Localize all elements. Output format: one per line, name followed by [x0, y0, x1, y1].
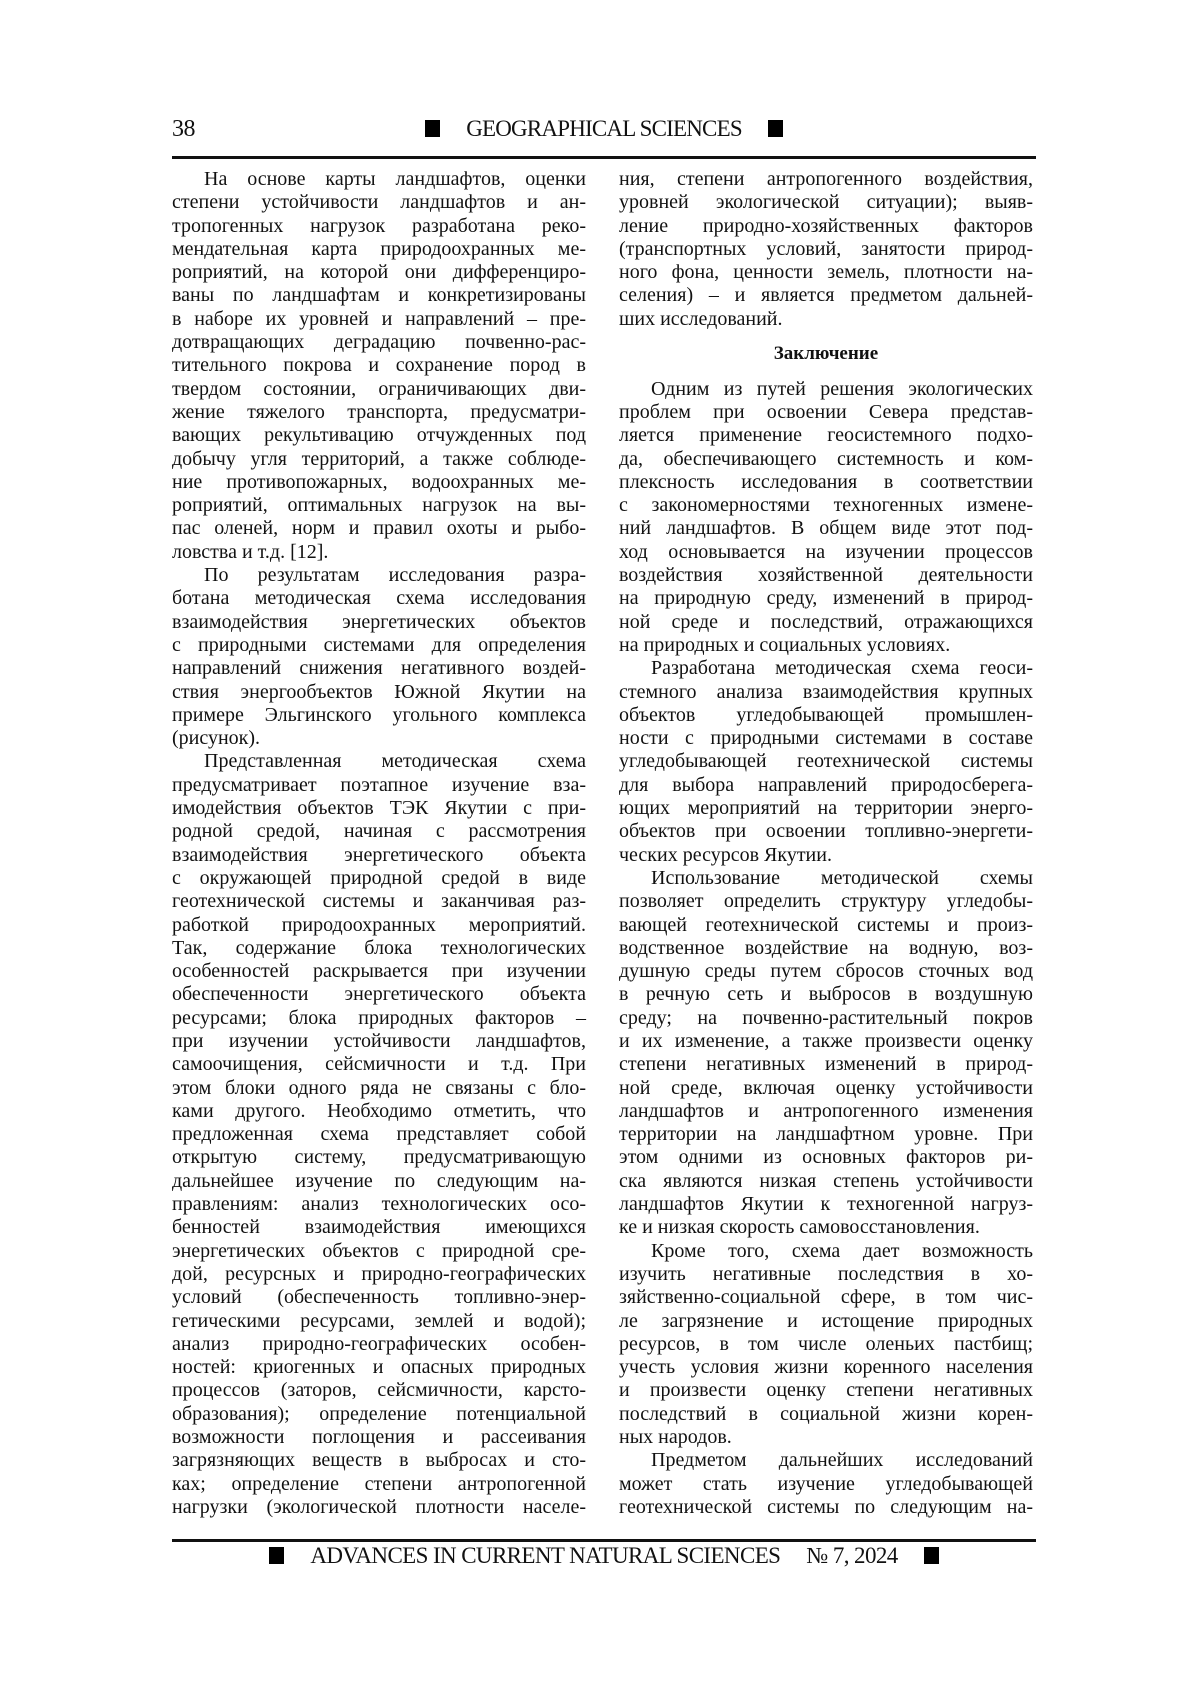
- text-line: ками другого. Необходимо отметить, что: [172, 1100, 586, 1123]
- text-line: объектов при освоении топливно-энергети-: [619, 820, 1033, 843]
- text-line: душную среды путем сбросов сточных вод: [619, 960, 1033, 983]
- text-line: дальнейшее изучение по следующим на-: [172, 1170, 586, 1193]
- text-line: Так, содержание блока технологических: [172, 937, 586, 960]
- text-line: энергетических объектов с природной сре-: [172, 1240, 586, 1263]
- text-line: уровней экологической ситуации); выяв-: [619, 191, 1033, 214]
- paragraph: [172, 564, 586, 750]
- text-line: Представленная методическая схема: [172, 750, 586, 773]
- paragraph: [619, 867, 1033, 1240]
- page-number: 38: [172, 116, 195, 143]
- text-line: геотехнической системы по следующим на-: [619, 1496, 1033, 1519]
- text-line: твердом состоянии, ограничивающих дви-: [172, 378, 586, 401]
- text-line: жение тяжелого транспорта, предусматри-: [172, 401, 586, 424]
- text-line: ности с природными системами в составе: [619, 727, 1033, 750]
- text-line: с окружающей природной средой в виде: [172, 867, 586, 890]
- text-line: открытую систему, предусматривающую: [172, 1146, 586, 1169]
- text-line: в речную сеть и выбросов в воздушную: [619, 983, 1033, 1006]
- text-line: на природных и социальных условиях.: [619, 634, 1033, 657]
- text-line: объектов угледобывающей промышлен-: [619, 704, 1033, 727]
- text-line: изучить негативные последствия в хо-: [619, 1263, 1033, 1286]
- square-bullet-icon: [768, 120, 783, 137]
- text-line: для выбора направлений природосберега-: [619, 774, 1033, 797]
- text-line: учесть условия жизни коренного населения: [619, 1356, 1033, 1379]
- text-line: ках; определение степени антропогенной: [172, 1473, 586, 1496]
- text-line: с природными системами для определения: [172, 634, 586, 657]
- text-line: ний ландшафтов. В общем виде этот под-: [619, 517, 1033, 540]
- paragraph: [619, 378, 1033, 658]
- text-line: угледобывающей геотехнической системы: [619, 750, 1033, 773]
- text-line: гетическими ресурсами, землей и водой);: [172, 1310, 586, 1333]
- text-line: примере Эльгинского угольного комплекса: [172, 704, 586, 727]
- text-line: и произвести оценку степени негативных: [619, 1379, 1033, 1402]
- paragraph: [619, 657, 1033, 867]
- text-line: ресурсов, в том числе оленьих пастбищ;: [619, 1333, 1033, 1356]
- text-line: Одним из путей решения экологических: [619, 378, 1033, 401]
- text-line: ствия энергообъектов Южной Якутии на: [172, 681, 586, 704]
- text-line: нагрузки (экологической плотности населе-: [172, 1496, 586, 1519]
- text-line: взаимодействия энергетических объектов: [172, 611, 586, 634]
- text-line: тительного покрова и сохранение пород в: [172, 354, 586, 377]
- text-line: с закономерностями техногенных измене-: [619, 494, 1033, 517]
- text-line: и их изменение, а также произвести оценку: [619, 1030, 1033, 1053]
- text-line: степени устойчивости ландшафтов и ан-: [172, 191, 586, 214]
- text-line: пас оленей, норм и правил охоты и рыбо-: [172, 517, 586, 540]
- text-line: позволяет определить структуру угледобы-: [619, 890, 1033, 913]
- text-line: (транспортных условий, занятости природ-: [619, 238, 1033, 261]
- text-line: Предметом дальнейших исследований: [619, 1449, 1033, 1472]
- text-line: ческих ресурсов Якутии.: [619, 844, 1033, 867]
- header-rule: [172, 156, 1036, 159]
- text-line: на природную среду, изменений в природ-: [619, 587, 1033, 610]
- text-line: (рисунок).: [172, 727, 586, 750]
- issue-number: № 7, 2024: [806, 1543, 897, 1568]
- text-line: имодействия объектов ТЭК Якутии с при-: [172, 797, 586, 820]
- text-line: родной средой, начиная с рассмотрения: [172, 820, 586, 843]
- text-line: ного фона, ценности земель, плотности на-: [619, 261, 1033, 284]
- square-bullet-icon: [924, 1547, 939, 1564]
- paragraph: [172, 750, 586, 1519]
- text-line: может стать изучение угледобывающей: [619, 1473, 1033, 1496]
- text-line: вающих рекультивацию отчужденных под: [172, 424, 586, 447]
- section-title: GEOGRAPHICAL SCIENCES: [466, 116, 742, 141]
- text-line: последствий в социальной жизни корен-: [619, 1403, 1033, 1426]
- text-line: этом одними из основных факторов ри-: [619, 1146, 1033, 1169]
- text-line: анализ природно-географических особен-: [172, 1333, 586, 1356]
- text-line: загрязняющих веществ в выбросах и сто-: [172, 1449, 586, 1472]
- journal-title: ADVANCES IN CURRENT NATURAL SCIENCES: [310, 1543, 780, 1568]
- text-line: ляется применение геосистемного подхо-: [619, 424, 1033, 447]
- text-line: степени негативных изменений в природ-: [619, 1053, 1033, 1076]
- text-line: ных народов.: [619, 1426, 1033, 1449]
- text-line: мендательная карта природоохранных ме-: [172, 238, 586, 261]
- text-line: тропогенных нагрузок разработана реко-: [172, 215, 586, 238]
- text-line: возможности поглощения и рассеивания: [172, 1426, 586, 1449]
- text-line: при изучении устойчивости ландшафтов,: [172, 1030, 586, 1053]
- text-line: ние противопожарных, водоохранных ме-: [172, 471, 586, 494]
- text-line: предусматривает поэтапное изучение вза-: [172, 774, 586, 797]
- text-line: На основе карты ландшафтов, оценки: [172, 168, 586, 191]
- text-line: территории на ландшафтном уровне. При: [619, 1123, 1033, 1146]
- text-line: ска являются низкая степень устойчивости: [619, 1170, 1033, 1193]
- text-line: этом блоки одного ряда не связаны с бло-: [172, 1077, 586, 1100]
- paragraph: [619, 1240, 1033, 1450]
- text-line: бенностей взаимодействия имеющихся: [172, 1216, 586, 1239]
- text-line: особенностей раскрывается при изучении: [172, 960, 586, 983]
- text-line: ния, степени антропогенного воздействия,: [619, 168, 1033, 191]
- text-line: роприятий, оптимальных нагрузок на вы-: [172, 494, 586, 517]
- text-line: Использование методической схемы: [619, 867, 1033, 890]
- text-line: Разработана методическая схема геоси-: [619, 657, 1033, 680]
- text-line: зяйственно-социальной сфере, в том чис-: [619, 1286, 1033, 1309]
- text-line: ход основывается на изучении процессов: [619, 541, 1033, 564]
- text-line: Кроме того, схема дает возможность: [619, 1240, 1033, 1263]
- text-line: да, обеспечивающего системность и ком-: [619, 448, 1033, 471]
- text-line: воздействия хозяйственной деятельности: [619, 564, 1033, 587]
- page-header: [172, 116, 1036, 148]
- text-line: дотвращающих деградацию почвенно-рас-: [172, 331, 586, 354]
- text-line: ке и низкая скорость самовосстановления.: [619, 1216, 1033, 1239]
- paragraph: [172, 168, 586, 564]
- square-bullet-icon: [425, 120, 440, 137]
- text-line: проблем при освоении Севера представ-: [619, 401, 1033, 424]
- text-line: процессов (заторов, сейсмичности, карсто-: [172, 1379, 586, 1402]
- text-line: направлений снижения негативного воздей-: [172, 657, 586, 680]
- text-line: По результатам исследования разра-: [172, 564, 586, 587]
- text-line: ландшафтов и антропогенного изменения: [619, 1100, 1033, 1123]
- text-line: ших исследований.: [619, 308, 1033, 331]
- text-line: дой, ресурсных и природно-географических: [172, 1263, 586, 1286]
- text-line: роприятий, на которой они дифференциро-: [172, 261, 586, 284]
- text-line: ной среде, включая оценку устойчивости: [619, 1077, 1033, 1100]
- paragraph: [619, 168, 1033, 331]
- text-line: в наборе их уровней и направлений – пре-: [172, 308, 586, 331]
- text-line: самоочищения, сейсмичности и т.д. При: [172, 1053, 586, 1076]
- text-line: ландшафтов Якутии к техногенной нагруз-: [619, 1193, 1033, 1216]
- running-head: [172, 116, 1036, 142]
- text-line: предложенная схема представляет собой: [172, 1123, 586, 1146]
- paragraph: [619, 1449, 1033, 1519]
- text-line: обеспеченности энергетического объекта: [172, 983, 586, 1006]
- text-line: ресурсами; блока природных факторов –: [172, 1007, 586, 1030]
- text-line: ловства и т.д. [12].: [172, 541, 586, 564]
- text-line: ление природно-хозяйственных факторов: [619, 215, 1033, 238]
- text-line: взаимодействия энергетического объекта: [172, 844, 586, 867]
- text-line: среду; на почвенно-растительный покров: [619, 1007, 1033, 1030]
- page-footer: [172, 1543, 1036, 1569]
- text-line: ботана методическая схема исследования: [172, 587, 586, 610]
- footer-rule: [172, 1539, 1036, 1542]
- text-line: геотехнической системы и заканчивая раз-: [172, 890, 586, 913]
- text-line: плексность исследования в соответствии: [619, 471, 1033, 494]
- text-line: образования); определение потенциальной: [172, 1403, 586, 1426]
- text-line: стемного анализа взаимодействия крупных: [619, 681, 1033, 704]
- text-line: ле загрязнение и истощение природных: [619, 1310, 1033, 1333]
- text-line: водственное воздействие на водную, воз-: [619, 937, 1033, 960]
- text-line: вающей геотехнической системы и произ-: [619, 914, 1033, 937]
- left-column: [172, 168, 586, 1519]
- square-bullet-icon: [269, 1547, 284, 1564]
- text-line: добычу угля территорий, а также соблюде-: [172, 448, 586, 471]
- text-line: ваны по ландшафтам и конкретизированы: [172, 284, 586, 307]
- text-line: правлениям: анализ технологических осо-: [172, 1193, 586, 1216]
- text-line: ющих мероприятий на территории энерго-: [619, 797, 1033, 820]
- right-column: [619, 168, 1033, 1519]
- text-line: работкой природоохранных мероприятий.: [172, 914, 586, 937]
- text-line: селения) – и является предметом дальней-: [619, 284, 1033, 307]
- text-line: ной среде и последствий, отражающихся: [619, 611, 1033, 634]
- text-line: ностей: криогенных и опасных природных: [172, 1356, 586, 1379]
- section-heading: Заключение: [619, 331, 1033, 378]
- text-line: условий (обеспеченность топливно-энер-: [172, 1286, 586, 1309]
